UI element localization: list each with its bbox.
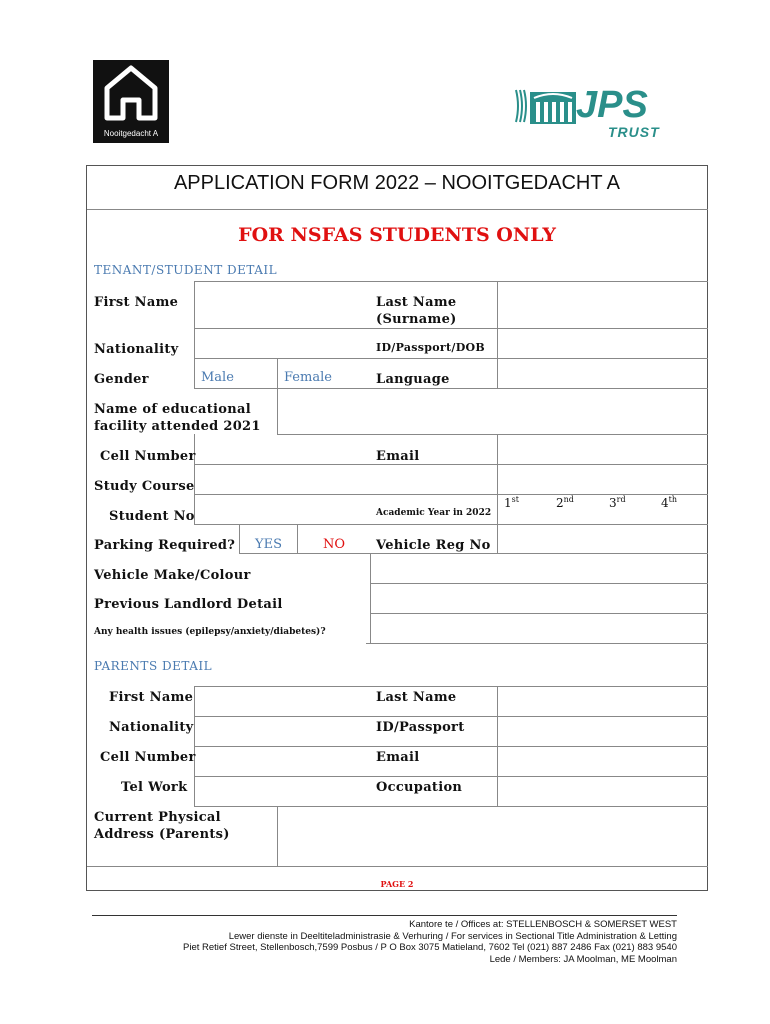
- form-subtitle: FOR NSFAS STUDENTS ONLY: [238, 224, 556, 246]
- logo-caption: Nooitgedacht A: [103, 129, 159, 138]
- footer-offices: Kantore te / Offices at: STELLENBOSCH & SOMERSET WEST: [409, 919, 677, 930]
- academic-year-label: Academic Year in 2022: [376, 508, 492, 518]
- vehicle-reg-field[interactable]: [498, 525, 707, 553]
- year-option[interactable]: 4th: [661, 495, 678, 510]
- last-name-field[interactable]: [498, 282, 707, 328]
- email-label: Email: [376, 449, 420, 464]
- educational-facility-label: Name of educational facility attended 2021: [94, 402, 261, 434]
- previous-landlord-field[interactable]: [371, 584, 707, 613]
- parent-occupation-label: Occupation: [376, 780, 463, 795]
- cell-number-label: Cell Number: [100, 449, 196, 464]
- parent-cell-field[interactable]: [195, 747, 496, 776]
- footer-address: Piet Retief Street, Stellenbosch,7599 Posbus / P O Box 3075 Matieland, 7602 Tel (021) 887 2486 Fax (021) 883 9540: [183, 942, 677, 953]
- last-name-label: Last Name (Surname): [376, 295, 457, 327]
- parking-no-option[interactable]: NO: [323, 537, 346, 552]
- parent-address-field[interactable]: [278, 807, 707, 866]
- health-issues-field[interactable]: [371, 614, 707, 643]
- parent-address-label: Current Physical Address (Parents): [94, 810, 230, 842]
- year-option[interactable]: 3rd: [609, 495, 626, 510]
- application-form: [86, 165, 708, 891]
- parent-first-name-label: First Name: [109, 690, 194, 705]
- health-issues-label: Any health issues (epilepsy/anxiety/diabetes)?: [94, 627, 326, 637]
- parent-email-label: Email: [376, 750, 420, 765]
- cell-number-field[interactable]: [195, 435, 496, 464]
- parent-id-field[interactable]: [498, 717, 707, 746]
- nationality-label: Nationality: [94, 342, 179, 357]
- parking-required-label: Parking Required?: [94, 538, 236, 553]
- id-passport-dob-field[interactable]: [498, 329, 707, 358]
- language-field[interactable]: [498, 359, 707, 388]
- female-option[interactable]: Female: [284, 370, 332, 385]
- gender-label: Gender: [94, 372, 149, 387]
- student-no-label: Student No: [109, 509, 195, 524]
- first-name-label: First Name: [94, 295, 179, 310]
- email-field[interactable]: [498, 435, 707, 464]
- form-title: APPLICATION FORM 2022 – NOOITGEDACHT A: [173, 172, 621, 194]
- male-option[interactable]: Male: [201, 370, 234, 385]
- parent-last-name-label: Last Name: [376, 690, 457, 705]
- tenant-section-heading: TENANT/STUDENT DETAIL: [94, 263, 278, 277]
- language-label: Language: [376, 372, 450, 387]
- parent-id-label: ID/Passport: [376, 720, 465, 735]
- house-icon: [93, 60, 169, 130]
- footer: [92, 915, 677, 965]
- parent-last-name-field[interactable]: [498, 687, 707, 716]
- jps-text: JPS: [576, 84, 648, 126]
- parent-nationality-label: Nationality: [109, 720, 194, 735]
- page-number: PAGE 2: [380, 879, 414, 889]
- parent-email-field[interactable]: [498, 747, 707, 776]
- educational-facility-field[interactable]: [278, 389, 707, 434]
- parents-section-heading: PARENTS DETAIL: [94, 659, 213, 673]
- vehicle-make-label: Vehicle Make/Colour: [94, 568, 251, 583]
- trust-text: TRUST: [608, 124, 660, 140]
- footer-services: Lewer dienste in Deeltiteladministrasie & Verhuring / For services in Sectional Title Administration & Letting: [228, 930, 677, 942]
- nooitgedacht-logo: [93, 60, 169, 143]
- year-option[interactable]: 1st: [504, 495, 519, 510]
- jps-trust-logo: [512, 86, 662, 146]
- parent-occupation-field[interactable]: [498, 777, 707, 806]
- id-passport-dob-label: ID/Passport/DOB: [376, 341, 486, 354]
- study-course-field[interactable]: [195, 465, 707, 494]
- parking-yes-option[interactable]: YES: [255, 537, 282, 552]
- footer-members: Lede / Members: JA Moolman, ME Moolman: [489, 953, 677, 965]
- year-option[interactable]: 2nd: [556, 495, 574, 510]
- parent-cell-label: Cell Number: [100, 750, 196, 765]
- vehicle-make-field[interactable]: [371, 554, 707, 583]
- study-course-label: Study Course: [94, 479, 195, 494]
- parent-tel-work-label: Tel Work: [121, 780, 188, 795]
- previous-landlord-label: Previous Landlord Detail: [94, 597, 283, 612]
- vehicle-reg-label: Vehicle Reg No: [376, 538, 491, 553]
